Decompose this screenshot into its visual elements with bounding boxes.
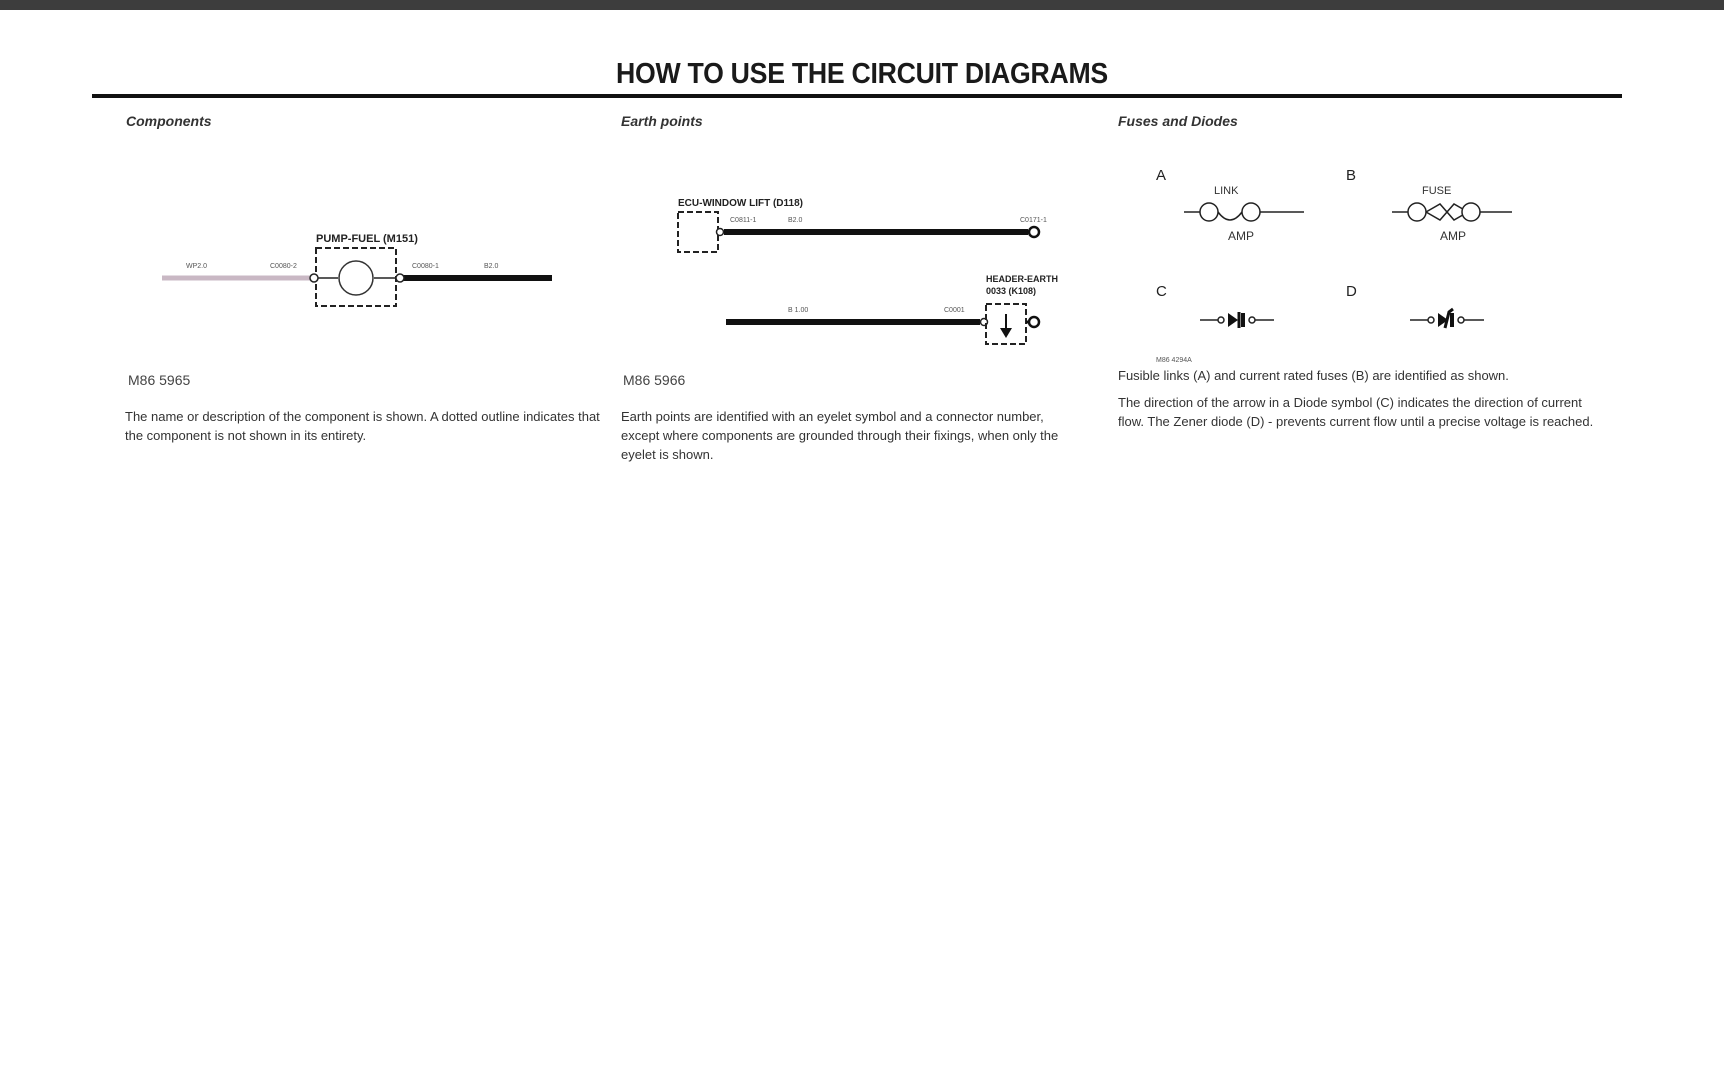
- components-heading: Components: [126, 113, 212, 129]
- ecu-outline: [678, 212, 718, 252]
- earth-arrow: [1000, 328, 1012, 338]
- title-rule: [92, 94, 1622, 98]
- link-label: LINK: [1214, 185, 1239, 197]
- earth-points-figure: [660, 190, 1080, 360]
- connector-top-label: C0811-1: [730, 217, 757, 224]
- wire-top-code: B2.0: [788, 217, 803, 224]
- amp-label-b: AMP: [1440, 229, 1467, 243]
- letter-b: B: [1346, 167, 1357, 184]
- earth-label-line2: 0033 (K108): [986, 286, 1037, 296]
- wire-bottom-code: B 1.00: [788, 307, 809, 314]
- connector-pin-right: [396, 274, 404, 282]
- fuses-figure-code: M86 4294A: [1156, 357, 1192, 364]
- pump-motor-symbol: [339, 261, 373, 295]
- connector-left-label: C0080-2: [270, 263, 297, 270]
- letter-d: D: [1346, 283, 1357, 300]
- earth-label-line1: HEADER-EARTH: [986, 274, 1058, 284]
- earth-points-description: Earth points are identified with an eyelet symbol and a connector number, except where components are grounded through their fixings, when only the eyelet is shown.: [621, 409, 1059, 462]
- fuses-diodes-figure: [1140, 158, 1540, 368]
- fuses-description-1: Fusible links (A) and current rated fuses (B) are identified as shown.: [1118, 368, 1509, 383]
- components-figure-ref: M86 5965: [128, 372, 191, 388]
- connector-bottom-label: C0001: [944, 307, 965, 314]
- fuse-label: FUSE: [1422, 185, 1452, 197]
- eyelet-top: [1029, 227, 1039, 237]
- fuses-diodes-heading: Fuses and Diodes: [1118, 113, 1238, 129]
- ecu-label: ECU-WINDOW LIFT (D118): [678, 198, 803, 209]
- fuses-description-2: The direction of the arrow in a Diode symbol (C) indicates the direction of current flow. The Zener diode (D) - prevents current flow until a precise voltage is reached.: [1118, 395, 1594, 429]
- amp-label-a: AMP: [1228, 229, 1255, 243]
- components-figure: [150, 218, 570, 318]
- eyelet-bottom: [1029, 317, 1039, 327]
- connector-top-end-label: C0171-1: [1020, 217, 1047, 224]
- wire-left-code: WP2.0: [186, 263, 208, 270]
- earth-points-heading: Earth points: [621, 113, 703, 129]
- fusible-link-symbol: [1218, 212, 1242, 220]
- letter-a: A: [1156, 167, 1167, 184]
- component-label: PUMP-FUEL (M151): [316, 233, 418, 245]
- letter-c: C: [1156, 283, 1167, 300]
- wire-right-code: B2.0: [484, 263, 499, 270]
- earth-points-figure-ref: M86 5966: [623, 372, 686, 388]
- components-description: The name or description of the component is shown. A dotted outline indicates that the component is not shown in its entirety.: [125, 409, 600, 443]
- connector-right-label: C0080-1: [412, 263, 439, 270]
- connector-pin-left: [310, 274, 318, 282]
- viewer-top-bar: [0, 0, 1724, 10]
- page-title: HOW TO USE THE CIRCUIT DIAGRAMS: [616, 58, 1108, 90]
- diode-symbol: [1228, 313, 1238, 327]
